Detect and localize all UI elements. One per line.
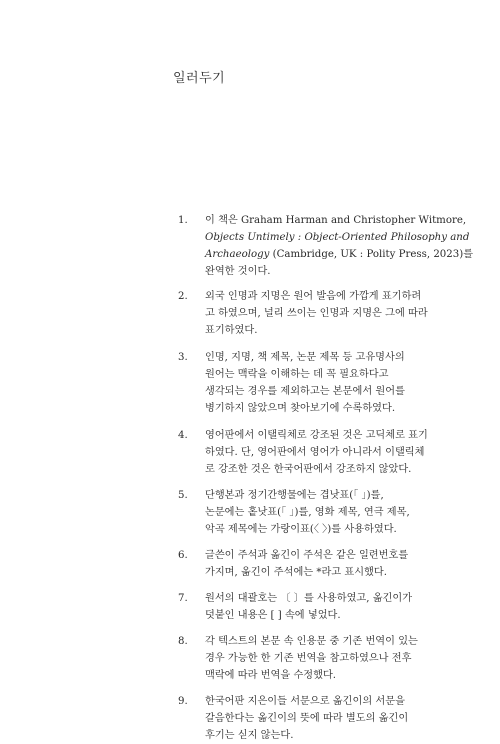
note-text-run: 맥락에 따라 번역을 수정했다. bbox=[205, 670, 337, 681]
note-text bbox=[205, 633, 450, 684]
note-number: 8. bbox=[178, 636, 188, 647]
note-line bbox=[205, 521, 450, 538]
note-item bbox=[178, 212, 474, 280]
note-number: 4. bbox=[178, 430, 188, 441]
note-line bbox=[205, 400, 450, 417]
note-text-run: 로 강조한 것은 한국어판에서 강조하지 않았다. bbox=[205, 464, 412, 475]
note-text-run: 경우 가능한 한 기존 번역을 참고하였으나 전후 bbox=[205, 653, 412, 664]
note-line bbox=[205, 487, 450, 504]
note-text-run: 영어판에서 이탤릭체로 강조된 것은 고딕체로 표기 bbox=[205, 430, 428, 441]
note-text-run: 완역한 것이다. bbox=[205, 266, 271, 277]
note-number: 5. bbox=[178, 490, 188, 501]
note-text-run: 고 하였으며, 널리 쓰이는 인명과 지명은 그에 따라 bbox=[205, 308, 428, 319]
note-text-run: 인명, 지명, 책 제목, 논문 제목 등 고유명사의 bbox=[205, 352, 405, 363]
note-line bbox=[205, 633, 450, 650]
note-item bbox=[178, 633, 450, 684]
note-line bbox=[205, 444, 450, 461]
note-line bbox=[205, 366, 450, 383]
note-line bbox=[205, 667, 450, 684]
note-line bbox=[205, 305, 450, 322]
note-line bbox=[205, 564, 450, 581]
note-text bbox=[205, 427, 450, 478]
note-line bbox=[205, 727, 450, 744]
note-text bbox=[205, 212, 474, 280]
note-text-run: 후기는 싣지 않는다. bbox=[205, 730, 294, 741]
note-text-run: 가지며, 옮긴이 주석에는 *라고 표시했다. bbox=[205, 567, 387, 578]
note-line bbox=[205, 383, 450, 400]
note-item bbox=[178, 487, 450, 538]
page-title: 일러두기 bbox=[173, 71, 226, 86]
note-line bbox=[205, 322, 450, 339]
note-line bbox=[205, 693, 450, 710]
note-item bbox=[178, 427, 450, 478]
note-number: 6. bbox=[178, 550, 188, 561]
note-number: 1. bbox=[178, 215, 188, 226]
note-item bbox=[178, 590, 450, 624]
note-item bbox=[178, 693, 450, 744]
note-line bbox=[205, 263, 450, 280]
note-text-run: 이 책은 Graham Harman and Christopher Witmore, bbox=[205, 215, 467, 226]
note-line bbox=[205, 461, 450, 478]
note-text bbox=[205, 547, 450, 581]
note-line bbox=[205, 590, 450, 607]
note-line bbox=[205, 650, 450, 667]
note-text bbox=[205, 288, 450, 339]
note-text-run: 생각되는 경우를 제외하고는 본문에서 원어를 bbox=[205, 386, 405, 397]
note-line bbox=[205, 710, 450, 727]
italic-title-text: Objects Untimely : Object-Oriented Philosophy and bbox=[205, 232, 470, 243]
note-item bbox=[178, 349, 450, 417]
note-item bbox=[178, 288, 450, 339]
note-line bbox=[205, 607, 450, 624]
note-text-run: 덧붙인 내용은 [ ] 속에 넣었다. bbox=[205, 610, 341, 621]
note-text-run: 원서의 대괄호는 〔 〕를 사용하였고, 옮긴이가 bbox=[205, 593, 413, 604]
note-text-run: 병기하지 않았으며 찾아보기에 수록하였다. bbox=[205, 403, 396, 414]
note-line bbox=[205, 504, 450, 521]
italic-title-text: Archaeology bbox=[205, 249, 270, 260]
editorial-notes-list bbox=[178, 212, 474, 744]
note-number: 3. bbox=[178, 352, 188, 363]
note-text-run: 표기하였다. bbox=[205, 325, 258, 336]
note-text bbox=[205, 693, 450, 744]
note-text-run: 하였다. 단, 영어판에서 영어가 아니라서 이탤릭체 bbox=[205, 447, 425, 458]
note-text bbox=[205, 590, 450, 624]
note-text-run: 갈음한다는 옮긴이의 뜻에 따라 별도의 옮긴이 bbox=[205, 713, 409, 724]
note-line bbox=[205, 349, 450, 366]
note-text-run: 한국어판 지은이들 서문으로 옮긴이의 서문을 bbox=[205, 696, 405, 707]
note-item bbox=[178, 547, 450, 581]
note-text bbox=[205, 349, 450, 417]
note-number: 9. bbox=[178, 696, 188, 707]
note-line bbox=[205, 212, 467, 229]
note-text-run: 단행본과 정기간행물에는 겹낫표(「 」)를, bbox=[205, 490, 384, 501]
note-number: 2. bbox=[178, 291, 188, 302]
note-number: 7. bbox=[178, 593, 188, 604]
note-text-run: (Cambridge, UK : Polity Press, 2023)를 bbox=[269, 249, 474, 260]
note-text-run: 악곡 제목에는 가랑이표(〈 〉)를 사용하였다. bbox=[205, 524, 397, 535]
note-text-run: 원어는 맥락을 이해하는 데 꼭 필요하다고 bbox=[205, 369, 389, 380]
note-text-run: 각 텍스트의 본문 속 인용문 중 기존 번역이 있는 bbox=[205, 636, 418, 647]
note-text-run: 논문에는 홑낫표(「 」)를, 영화 제목, 연극 제목, bbox=[205, 507, 410, 518]
note-line bbox=[205, 427, 450, 444]
note-line bbox=[205, 547, 450, 564]
note-line bbox=[205, 229, 470, 246]
note-text bbox=[205, 487, 450, 538]
note-line bbox=[205, 288, 450, 305]
note-text-run: 글쓴이 주석과 옮긴이 주석은 같은 일련번호를 bbox=[205, 550, 409, 561]
note-line bbox=[205, 246, 474, 263]
note-text-run: 외국 인명과 지명은 원어 발음에 가깝게 표기하려 bbox=[205, 291, 422, 302]
